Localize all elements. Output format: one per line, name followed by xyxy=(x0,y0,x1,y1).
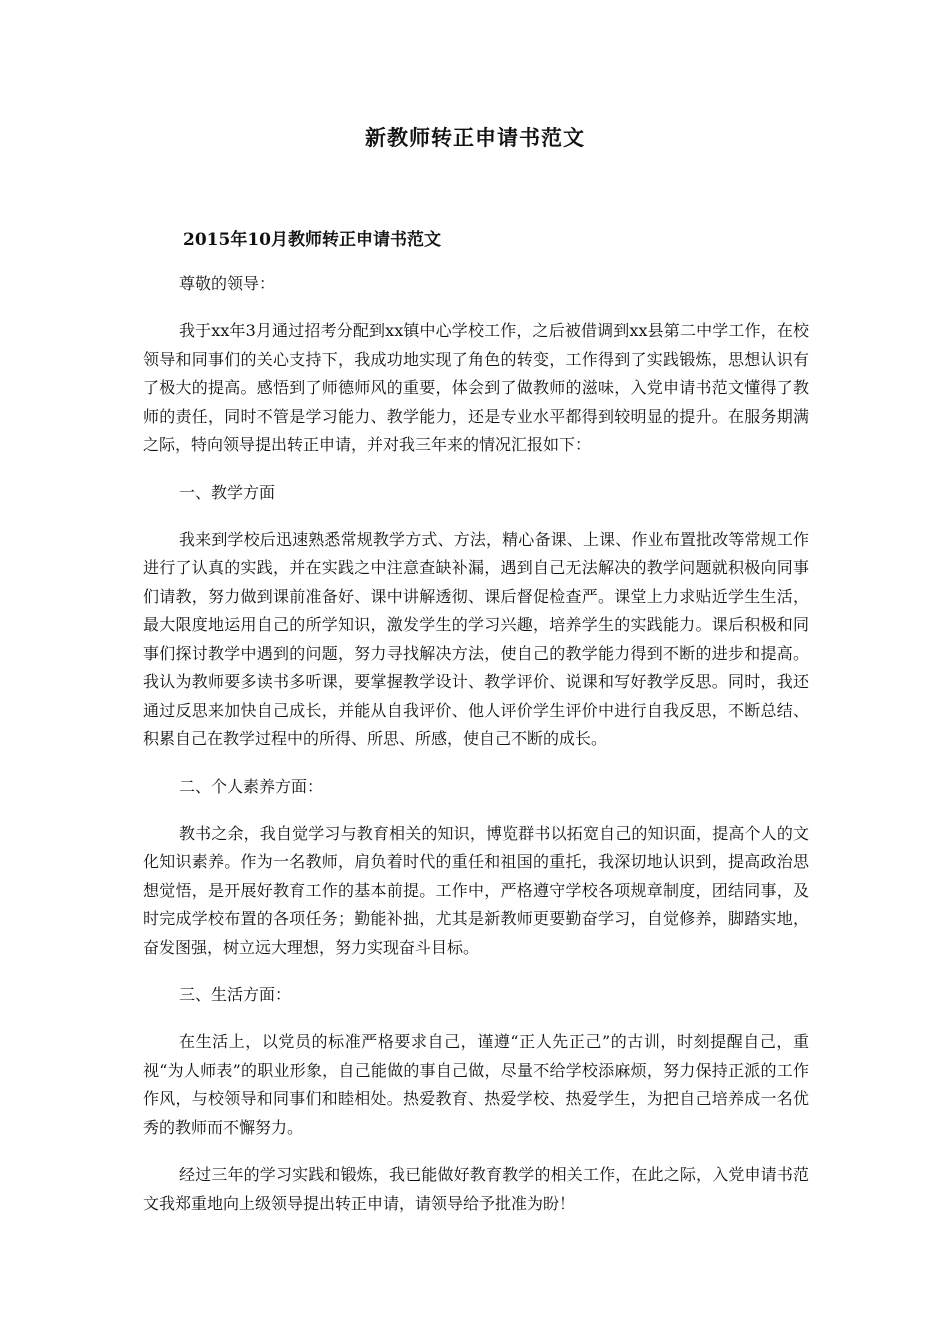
section-body-life: 在生活上，以党员的标准严格要求自己，谨遵“正人先正己”的古训，时刻提醒自己，重视“为人师表”的职业形象，自己能做的事自己做，尽量不给学校添麻烦，努力保持正派的工作作风，与校领导和同事们和睦相处。热爱教育、热爱学校、热爱学生，为把自己培养成一名优秀的教师而不懈努力。 xyxy=(143,1032,809,1137)
section-heading-personal: 二、个人素养方面： xyxy=(179,776,324,796)
salutation: 尊敬的领导： xyxy=(179,274,276,293)
document-title: 新教师转正申请书范文 xyxy=(365,125,585,150)
section-body-teaching: 我来到学校后迅速熟悉常规教学方式、方法，精心备课、上课、作业布置批改等常规工作进行了认真的实践，并在实践之中注意查缺补漏，遇到自己无法解决的教学问题就积极向同事们请教，努力做到课前准备好、课中讲解透彻、课后督促检查严。课堂上力求贴近学生生活，最大限度地运用自己的所学知识，激发学生的学习兴趣，培养学生的实践能力。课后积极和同事们探讨教学中遇到的问题，努力寻找解决方法，使自己的教学能力得到不断的进步和提高。我认为教师要多读书多听课，要掌握教学设计、教学评价、说课和写好教学反思。同时，我还通过反思来加快自己成长，并能从自我评价、他人评价学生评价中进行自我反思，不断总结、积累自己在教学过程中的所得、所思、所感，使自己不断的成长。 xyxy=(143,529,809,748)
document-body xyxy=(143,226,809,1237)
section-body-personal: 教书之余，我自觉学习与教育相关的知识，博览群书以拓宽自己的知识面，提高个人的文化知识素养。作为一名教师，肩负着时代的重任和祖国的重托，我深切地认识到，提高政治思想觉悟，是开展好教育工作的基本前提。工作中，严格遵守学校各项规章制度，团结同事，及时完成学校布置的各项任务；勤能补拙，尤其是新教师更要勤奋学习，自觉修养，脚踏实地，奋发图强，树立远大理想，努力实现奋斗目标。 xyxy=(143,823,809,957)
intro-paragraph: 我于xx年3月通过招考分配到xx镇中心学校工作，之后被借调到xx县第二中学工作，在校领导和同事们的关心支持下，我成功地实现了角色的转变，工作得到了实践锻炼，思想认识有了极大的提高。感悟到了师德师风的重要，体会到了做教师的滋味，入党申请书范文懂得了教师的责任，同时不管是学习能力、教学能力，还是专业水平都得到较明显的提升。在服务期满之际，特向领导提出转正申请，并对我三年来的情况汇报如下： xyxy=(143,321,809,454)
closing-paragraph: 经过三年的学习实践和锻炼，我已能做好教育教学的相关工作，在此之际，入党申请书范文我郑重地向上级领导提出转正申请，请领导给予批准为盼！ xyxy=(143,1165,809,1213)
section-heading-life: 三、生活方面： xyxy=(179,985,292,1004)
section-heading-teaching: 一、教学方面 xyxy=(179,482,276,502)
document-subtitle: 2015年10月教师转正申请书范文 xyxy=(183,230,441,250)
